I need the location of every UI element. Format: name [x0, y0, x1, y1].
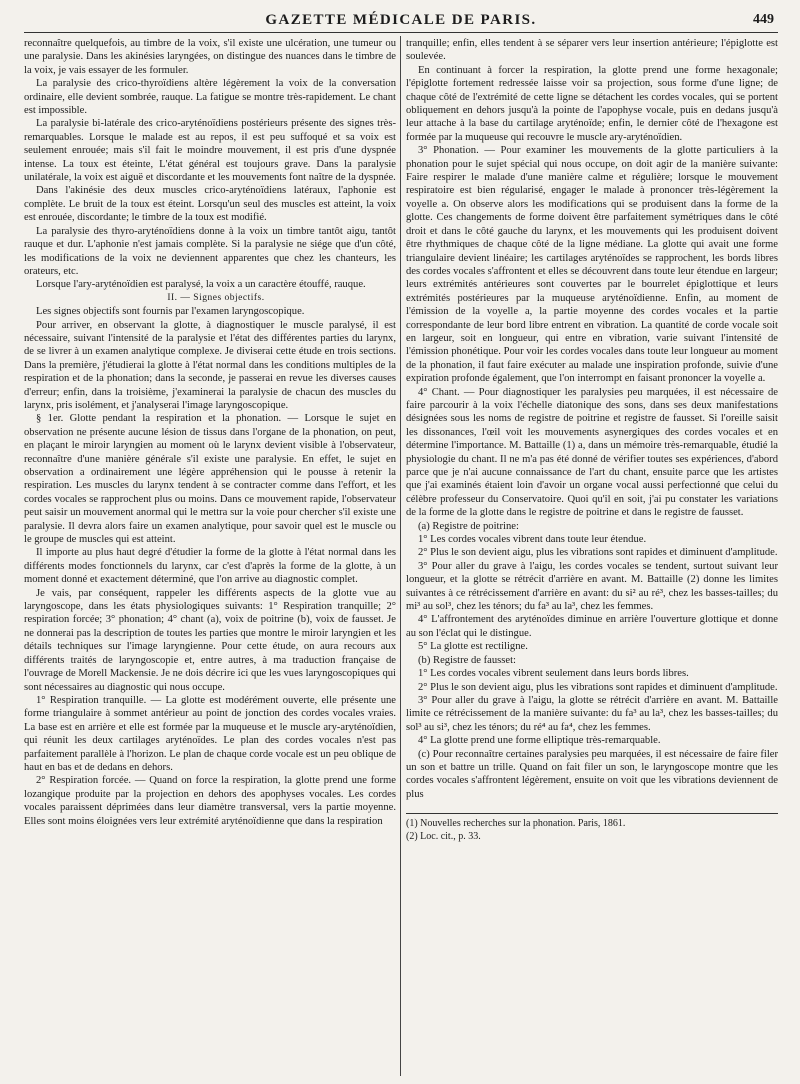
list-item: 3° Pour aller du grave à l'aigu, la glotte se rétrécit d'arrière en avant. M. Battaille limite ce rétrécissement de la manière suivante: du fa³ au la³, chez les basses-tailles; du sol³ au si³, chez les ténors; du ré⁴ au fa⁴, chez les femmes. — [406, 694, 778, 733]
paragraph: § 1er. Glotte pendant la respiration et la phonation. — Lorsque le sujet en observation ne présente aucune lésion de tissus dans l'organe de la phonation, on peut, en plaçant le miroir laryngien au moment où le larynx devient visible à l'observateur, reconnaître d'une manière générale s'il existe une paralysie. En effet, le sujet en observation a ordinairement une légère appréhension qui le pousse à retenir la respiration. Les muscles du larynx tendent à se contracter comme dans l'effort, et les cordes vocales se rapprochent plus ou moins. Dans ce mouvement rapide, l'observateur peut saisir un mouvement anormal qui le mettra sur la voie pour chercher s'il existe une paralysie. Il devra alors faire un examen analytique, pour savoir quel est le muscle ou le groupe de muscles qui est atteint. — [24, 413, 396, 546]
paragraph: Dans l'akinésie des deux muscles crico-aryténoïdiens latéraux, l'aphonie est complète. Le bruit de la toux est éteint. Lorsqu'un seul des muscles est atteint, la voix est enrouée, discordante; le timbre de la toux est modifié. — [24, 185, 396, 224]
list-item: 5° La glotte est rectiligne. — [418, 641, 528, 653]
list-item: 3° Pour aller du grave à l'aigu, les cordes vocales se tendent, surtout suivant leur longueur, et la glotte se rétrécit d'arrière en avant. M. Battaille (2) donne les limites suivantes à ce rétrécissement d'arrière en avant: du si² au ré³, chez les basses-tailles; du mi³ au sol³, chez les ténors; du fa³ au la³, chez les femmes. — [406, 560, 778, 613]
page-number: 449 — [753, 12, 774, 27]
list-item: 2° Plus le son devient aigu, plus les vibrations sont rapides et diminuent d'amplitude. — [418, 547, 778, 559]
journal-title: GAZETTE MÉDICALE DE PARIS. — [265, 12, 537, 28]
paragraph: Je vais, par conséquent, rappeler les différents aspects de la glotte vue au laryngoscope, dans les états physiologiques suivants: 1° Respiration tranquille; 2° respiration forcée; 3° phonation; 4° chant (a), voix de poitrine (b), voix de fausset. Je ne donnerai pas la description de toutes les parties que montre le miroir laryngien et les détails techniques sur l'image laryngienne. Pour cette étude, on aura recours aux différents traités de laryngoscopie et, entre autres, à ma traduction française de l'ouvrage de Morell Mackensie. Je ne dois décrire ici que les vues laryngoscopiques qui sont nécessaires au diagnostic qui nous occupe. — [24, 587, 396, 693]
list-item: 4° La glotte prend une forme elliptique très-remarquable. — [418, 735, 661, 747]
column-divider — [400, 36, 401, 1076]
paragraph: (c) Pour reconnaître certaines paralysies peu marquées, il est nécessaire de faire filer un son et battre un trille. Quand on fait filer un son, le laryngoscope montre que les cordes vocales s'affrontent légèrement, ensuite on voit que les vibrations deviennent de plus — [406, 748, 778, 800]
paragraph: reconnaître quelquefois, au timbre de la voix, s'il existe une ulcération, une tumeur ou une paralysie. Dans les akinésies laryngées, on distingue des nuances dans le timbre de la voix, je vais essayer de les formuler. — [24, 38, 396, 76]
right-column — [406, 37, 778, 1077]
footnote-rule — [406, 813, 778, 814]
left-column — [24, 37, 396, 1077]
paragraph: Lorsque l'ary-aryténoïdien est paralysé, la voix a un caractère étouffé, rauque. — [36, 279, 366, 291]
paragraph: Il importe au plus haut degré d'étudier la forme de la glotte à l'état normal dans les différents modes fonctionnels du larynx, car c'est d'après la forme de la glotte, à un moment donné et exactement déterminé, que l'on arrive au diagnostic complet. — [24, 547, 396, 586]
paragraph: En continuant à forcer la respiration, la glotte prend une forme hexagonale; l'épiglotte fortement redressée laisse voir sa projection, sous forme d'une ligne; de chaque côté de l'extrémité de cette ligne se détachent les cordes vocales, qui se portent obliquement en dehors jusqu'à la pointe de l'apophyse vocale, puis en dedans jusqu'à leur attache à la base du cartilage aryténoïde; enfin, le dernier côté de l'hexagone est formée par la muqueuse qui recouvre le muscle ary-aryténoïdien. — [406, 64, 778, 143]
paragraph: La paralysie des crico-thyroïdiens altère légèrement la voix de la conversation ordinaire, elle devient sombrée, rauque. La fatigue se montre très-rapidement. Le chant est impossible. — [24, 78, 396, 117]
running-header — [24, 10, 778, 33]
paragraph: tranquille; enfin, elles tendent à se séparer vers leur insertion antérieure; l'épiglotte est soulevée. — [406, 38, 778, 63]
paragraph: Pour arriver, en observant la glotte, à diagnostiquer le muscle paralysé, il est nécessaire, suivant l'intensité de la paralysie et l'état des différentes parties du larynx, de se livrer à un examen analytique complexe. Je diviserai cette étude en trois sections. Dans la première, j'étudierai la glotte à l'état normal dans les conditions multiples de la respiration et de la phonation; dans la seconde, je passerai en revue les diverses causes d'erreur; enfin, dans la troisième, j'examinerai la paralysie de chacun des muscles du larynx, pris isolément, et j'analyserai l'image laryngoscopique. — [24, 319, 396, 411]
section-heading: II. — Signes objectifs. — [167, 292, 265, 303]
list-item: (a) Registre de poitrine: — [418, 520, 519, 532]
footnote: (2) Loc. cit., p. 33. — [406, 830, 481, 842]
columns — [24, 37, 778, 1077]
paragraph: 4° Chant. — Pour diagnostiquer les paralysies peu marquées, il est nécessaire de faire parcourir à la voix l'échelle diatonique des sons, dans ses deux manifestations désignées sous les noms de registre de poitrine et registre de fausset. Si l'oreille saisit les dissonances, l'œil voit les mouvements asynergiques des cordes vocales et en détermine l'importance. M. Battaille (1) a, dans un mémoire très-remarquable, étudié la physiologie du chant. Il ne m'a pas été donné de vérifier toutes ses expériences, d'abord parce que je n'ai aucune connaissance de l'art du chant, ensuite parce que les artistes que j'ai examinés étaient loin d'avoir un organe vocal aussi perfectionné que celui du célèbre professeur du Conservatoire. Quoi qu'il en soit, j'ai pu constater les variations de la forme de la glotte dans le registre de poitrine et dans le registre de fausset. — [406, 386, 778, 519]
list-item: (b) Registre de fausset: — [418, 654, 516, 666]
paragraph: La paralysie bi-latérale des crico-aryténoïdiens postérieurs présente des signes très-remarquables. Lorsque le malade est au repos, il est peu suffoqué et sa voix est seulement enrouée; mais s'il fait le moindre mouvement, il est pris d'une dyspnée intense. La toux est éteinte, L'état général est toujours grave. Dans la paralysie unilatérale, la voix est aiguë et discordante et les mouvements font naître de la dyspnée. — [24, 118, 396, 184]
list-item: 4° L'affrontement des aryténoïdes diminue en arrière l'ouverture glottique et donne au son l'éclat qui le distingue. — [406, 614, 778, 639]
paragraph: La paralysie des thyro-aryténoïdiens donne à la voix un timbre tantôt aigu, tantôt rauque et dur. L'aphonie n'est jamais complète. Si la paralysie ne siége que d'un côté, les modifications de la voix ne deviennent apparentes que chez les chanteurs, les orateurs, etc. — [24, 225, 396, 277]
paragraph: 1° Respiration tranquille. — La glotte est modérément ouverte, elle présente une forme triangulaire à sommet antérieur au point de jonction des cordes vocales vraies. La base est en arrière et elle est formée par la muqueuse et le muscle ary-aryténoïdien, qui réunit les deux cartilages aryténoïdes. Le plan des cordes vocales n'est pas parfaitement parallèle à l'horizon. Le plan de chaque corde vocale est un peu oblique de haut en bas et de dedans en dehors. — [24, 694, 396, 773]
list-item: 1° Les cordes vocales vibrent dans toute leur étendue. — [418, 534, 647, 546]
list-item: 2° Plus le son devient aigu, plus les vibrations sont rapides et diminuent d'amplitude. — [418, 681, 778, 693]
paragraph: 3° Phonation. — Pour examiner les mouvements de la glotte particuliers à la phonation pour le sujet spécial qui nous occupe, on doit agir de la manière suivante: Faire respirer le malade d'une manière calme et régulière; lorsque le mouvement respiratoire est bien régularisé, engager le malade à prononcer très-légèrement la voyelle a. On observe alors les modifications qui se produisent dans la forme de la glotte. Ces changements de forme doivent être parfaitement symétriques dans le côté droit et dans le côté gauche du larynx, et les mouvements qui les produisent doivent être rhythmiques de chaque côté de la ligne médiane. La glotte qui avait une forme triangulaire devient linéaire; les cartilages aryténoïdes se rapprochent, les bords libres des cordes vocales s'affrontent et elles se découvrent dans toute leur étendue en largeur; leurs extrémités antérieures sont couvertes par le bourrelet épiglottique et leurs extrémités postérieures par la muqueuse aryténoïdienne. Enfin, au moment de l'émission de la voyelle a, la partie moyenne des cordes vocales et la partie correspondante de leur bord libre entrent en vibration. La quantité de corde vocale soit en largeur, soit en longueur, qui entre en vibration, varie suivant l'intensité de l'émission phonétique. Pour voir les cordes vocales dans toute leur longueur au moment de la phonation, il faut faire exécuter au malade une inspiration profonde, suivie d'une expiration profonde également, que l'on interrompt en faisant prononcer la voyelle a. — [406, 145, 778, 385]
paragraph: Les signes objectifs sont fournis par l'examen laryngoscopique. — [36, 306, 305, 318]
list-item: 1° Les cordes vocales vibrent seulement dans leurs bords libres. — [418, 668, 689, 680]
footnote: (1) Nouvelles recherches sur la phonation. Paris, 1861. — [406, 818, 626, 830]
paragraph: 2° Respiration forcée. — Quand on force la respiration, la glotte prend une forme lozangique produite par la projection en dehors des apophyses vocales. Les cordes vocales paraissent déprimées dans leur diamètre transversal, vers la partie moyenne. Elles sont moins éloignées vers leur extrémité aryténoïdienne que dans la respiration — [24, 775, 396, 827]
